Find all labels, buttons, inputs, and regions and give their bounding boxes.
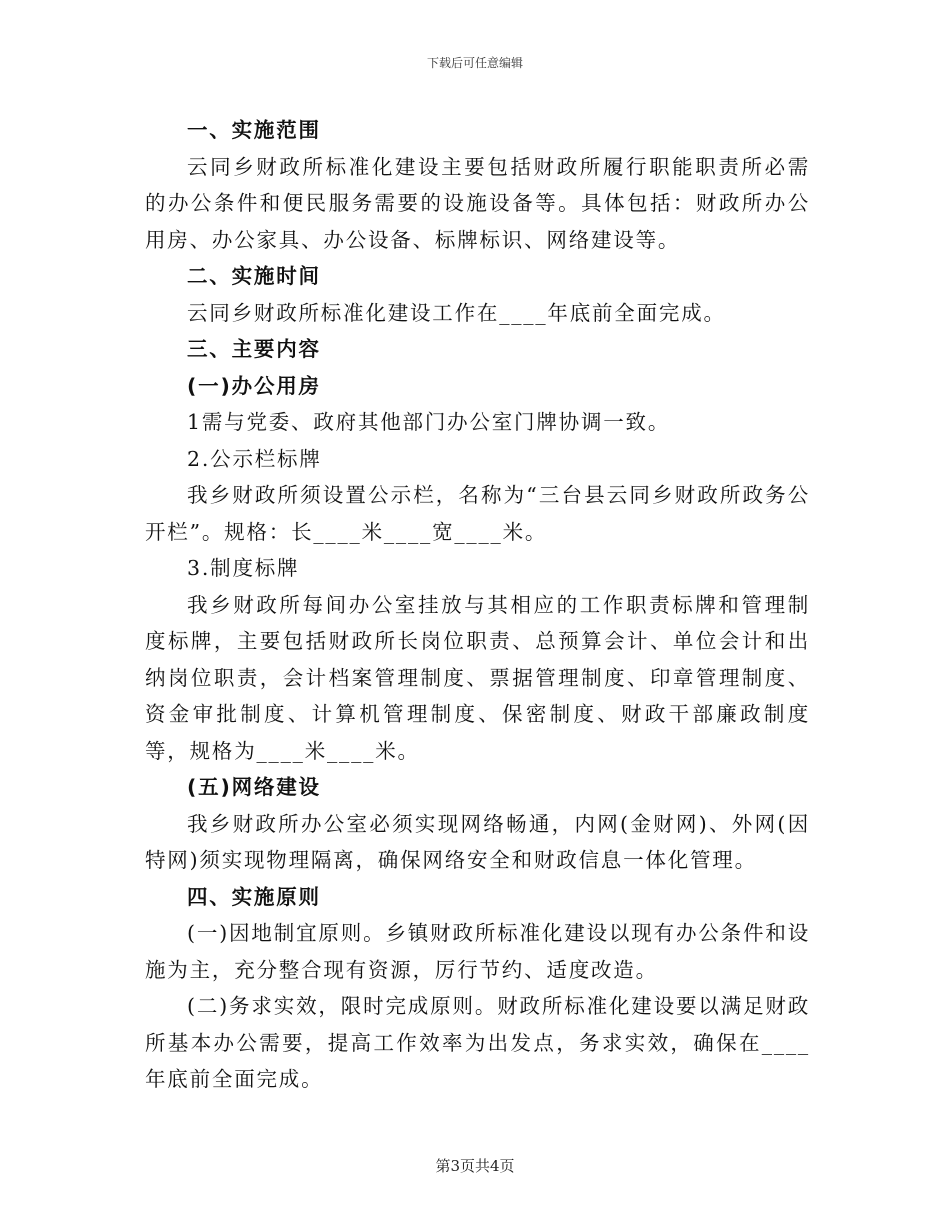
principle-2-paragraph: (二)务求实效，限时完成原则。财政所标准化建设要以满足财政所基本办公需要，提高工作效率为出发点，务求实效，确保在____年底前全面完成。 (145, 994, 810, 1091)
section-3-title: 三、主要内容 (187, 337, 321, 361)
section-1-title: 一、实施范围 (187, 118, 321, 142)
document-body (145, 112, 810, 1098)
item-3-title: 3.制度标牌 (187, 556, 300, 580)
item-3-paragraph: 我乡财政所每间办公室挂放与其相应的工作职责标牌和管理制度标牌，主要包括财政所长岗位职责、总预算会计、单位会计和出纳岗位职责，会计档案管理制度、票据管理制度、印章管理制度、资金审批制度、计算机管理制度、保密制度、财政干部廉政制度等，规格为____米____米。 (145, 592, 810, 763)
subsection-network: (五)网络建设 (187, 775, 321, 799)
section-2-title: 二、实施时间 (187, 264, 321, 288)
section-2-paragraph: 云同乡财政所标准化建设工作在____年底前全面完成。 (187, 300, 726, 325)
section-4-title: 四、实施原则 (187, 884, 321, 909)
principle-1-paragraph: (一)因地制宜原则。乡镇财政所标准化建设以现有办公条件和设施为主，充分整合现有资源，厉行节约、适度改造。 (145, 921, 810, 982)
item-2-title: 2.公示栏标牌 (187, 446, 322, 471)
subsection-office-rooms: (一)办公用房 (187, 373, 321, 398)
page-footer: 第3页共4页 (435, 1157, 515, 1175)
section-1-paragraph: 云同乡财政所标准化建设主要包括财政所履行职能职责所必需的办公条件和便民服务需要的设施设备等。具体包括：财政所办公用房、办公家具、办公设备、标牌标识、网络建设等。 (145, 154, 810, 252)
network-paragraph: 我乡财政所办公室必须实现网络畅通，内网(金财网)、外网(因特网)须实现物理隔离，确保网络安全和财政信息一体化管理。 (145, 811, 810, 872)
item-1-text: 1需与党委、政府其他部门办公室门牌协调一致。 (187, 410, 671, 434)
item-2-paragraph: 我乡财政所须设置公示栏，名称为“三台县云同乡财政所政务公开栏”。规格：长____米____宽____米。 (145, 483, 810, 544)
page-header: 下载后可任意编辑 (426, 56, 523, 70)
